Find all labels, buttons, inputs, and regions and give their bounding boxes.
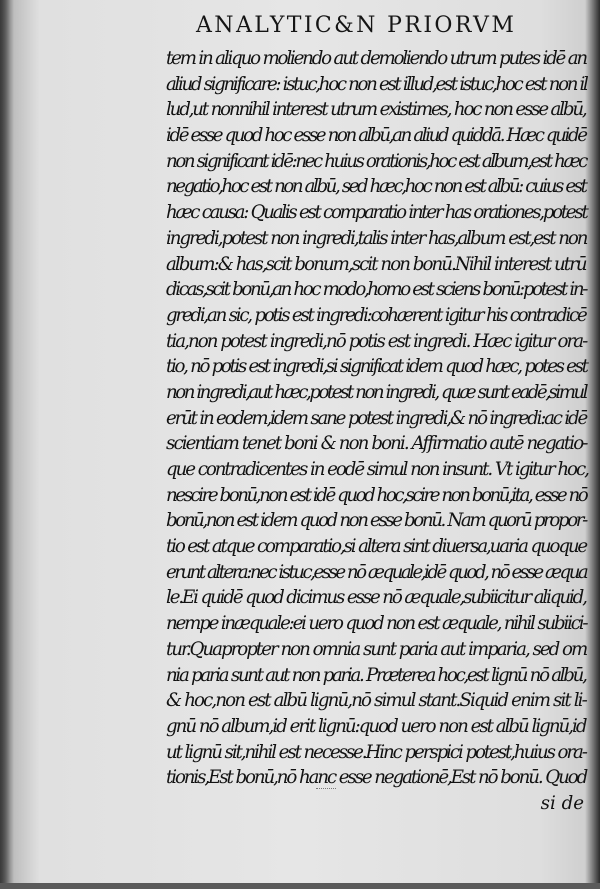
text-line: tionis,Est bonū,nō hanc esse negationē,Est nō bonū. Quod [166,767,587,789]
text-line: nempe inæquale:ei uero quod non est æquale, nihil subiici- [166,613,587,635]
text-line: tio est atque comparatio,si altera sint diuersa,uaria quoque [166,536,586,558]
text-line: lud,ut nonnihil interest utrum existimes, hoc non esse albū, [166,99,586,121]
text-line: ingredi,potest non ingredi,talis inter has,album est,est non [166,227,587,249]
text-line: hæc causa: Qualis est comparatio inter has orationes,potest [166,202,587,224]
catchword: si de [540,792,584,814]
text-line: tem in aliquo moliendo aut demoliendo utrum putes idē an [166,48,586,69]
text-line: aliud significare: istuc,hoc non est illud,est istuc,hoc est non il [166,73,587,95]
running-head: ANALYTIC&N PRIORVM [196,13,517,38]
text-line: ut lignū sit,nihil est necesse.Hinc perspici potest,huius ora- [166,741,586,763]
text-line: dicas,scit bonū,an hoc modo,homo est sciens bonū:potest in- [166,279,587,301]
text-line: tur.Quapropter non omnia sunt paria aut imparia, sed om [166,638,587,660]
text-line: gredi,an sic, potis est ingredi:cohærent igitur his contradicē [166,304,586,326]
text-line: album:& has,scit bonum,scit non bonū.Nihil interest utrū [166,253,586,275]
text-line: erunt altera:nec istuc,esse nō æquale,idē quod, nō esse æqua [166,561,587,583]
text-line: tio, nō potis est ingredi,si significat idem quod hæc, potes est [166,356,587,378]
text-line: nia paria sunt aut non paria. Præterea hoc,est lignū nō albū, [166,664,586,686]
text-line: bonū,non est idem quod non esse bonū. Nam quorū propor- [166,510,586,532]
text-line: nescire bonū,non est idē quod hoc,scire non bonū,ita, esse nō [166,484,587,506]
page-bottom-edge [0,883,600,889]
text-line: non ingredi,aut hæc,potest non ingredi, quæ sunt eadē,simul [166,381,587,403]
text-line: scientiam tenet boni & non boni. Affirmatio autē negatio- [166,433,587,455]
text-line: & hoc,non est albū lignū,nō simul stant.Siquid enim sit li- [166,690,586,712]
text-line: idē esse quod hoc esse non albū,an aliud quiddā. Hæc quidē [166,125,586,147]
gutter-shadow [0,0,14,889]
text-line: que contradicentes in eodē simul non insunt. Vt igitur hoc, [166,459,588,480]
text-line: non significant idē:nec huius orationis,hoc est album,est hæc [166,150,586,172]
body-text [166,46,586,817]
ink-mark [316,782,336,789]
text-line: le.Ei quidē quod dicimus esse nō æquale,subiicitur aliquid, [166,587,586,609]
text-line: gnū nō album,id erit lignū:quod uero non est albū lignū,id [166,715,586,737]
text-line: tia,non potest ingredi,nō potis est ingredi. Hæc igitur ora- [166,330,587,352]
text-line: negatio,hoc est non albū, sed hæc,hoc non est albū: cuius est [166,176,586,198]
text-line: erūt in eodem,idem sane potest ingredi,& nō ingredi:ac idē [166,407,587,429]
